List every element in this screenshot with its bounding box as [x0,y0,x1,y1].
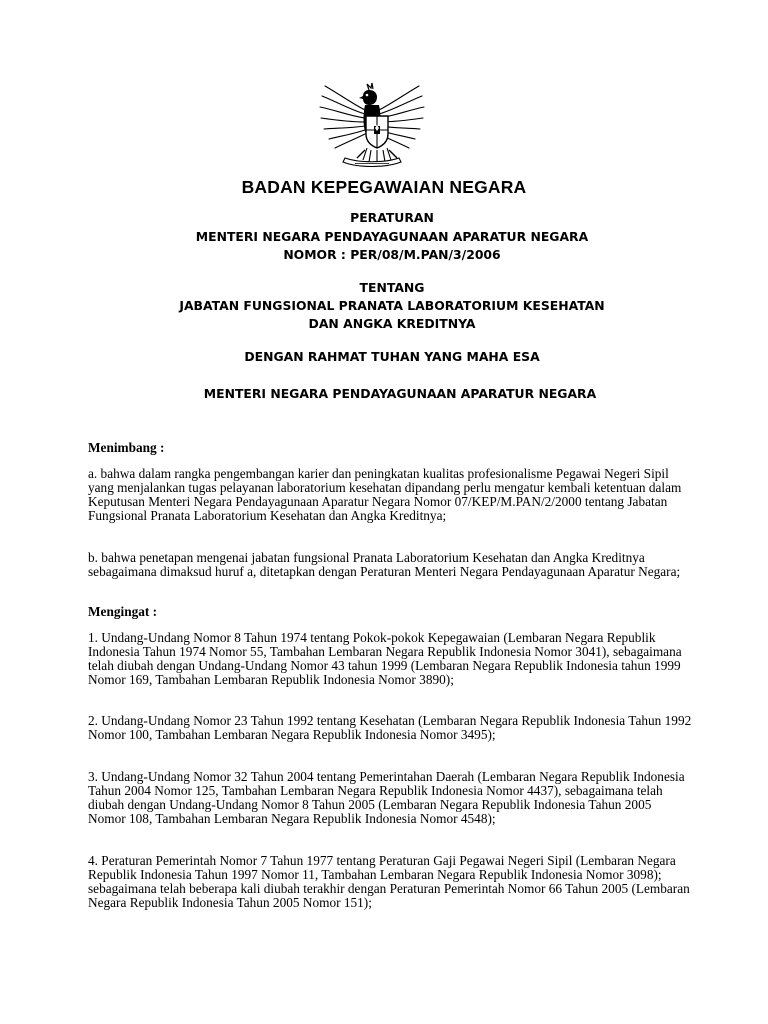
regulation-type: PERATURAN [350,210,434,225]
recalling-item-1: 1. Undang-Undang Nomor 8 Tahun 1974 tentang Pokok-pokok Kepegawaian (Lembaran Negara Republik Indonesia Tahun 1974 Nomor 55, Tambahan Lembaran Negara Republik Indonesia Nomor 3041), sebagaimana telah diubah dengan Undang-Undang Nomor 43 tahun 1999 (Lembaran Negara Republik Indonesia tahun 1999 Nomor 169, Tambahan Lembaran Republik Indonesia Nomor 3890); [88,630,682,687]
considering-label: Menimbang : [88,440,165,455]
subject-line-1: JABATAN FUNGSIONAL PRANATA LABORATORIUM KESEHATAN [179,298,605,313]
blessing-line: DENGAN RAHMAT TUHAN YANG MAHA ESA [244,349,540,364]
considering-item-a: a. bahwa dalam rangka pengembangan karier dan peningkatan kualitas profesionalisme Pegawai Negeri Sipil yang menjalankan tugas pelayanan laboratorium kesehatan dipandang perlu mengatur kembali ketentuan dalam Keputusan Menteri Negara Pendayagunaan Aparatur Negara Nomor 07/KEP/M.PAN/2/2000 tentang Jabatan Fungsional Pranata Laboratorium Kesehatan dan Angka Kreditnya; [88,466,682,523]
recalling-item-4: 4. Peraturan Pemerintah Nomor 7 Tahun 1977 tentang Peraturan Gaji Pegawai Negeri Sipil (Lembaran Negara Republik Indonesia Tahun 1997 Nomor 11, Tambahan Lembaran Negara Republik Indonesia Nomor 3098); sebagaimana telah beberapa kali diubah terakhir dengan Peraturan Pemerintah Nomor 66 Tahun 2005 (Lembaran Negara Republik Indonesia Tahun 2005 Nomor 151); [88,853,690,910]
recalling-label: Mengingat : [88,604,158,619]
agency-title: BADAN KEPEGAWAIAN NEGARA [241,177,527,197]
recalling-item-2: 2. Undang-Undang Nomor 23 Tahun 1992 tentang Kesehatan (Lembaran Negara Republik Indonesia Tahun 1992 Nomor 100, Tambahan Lembaran Negara Republik Indonesia Nomor 3495); [88,713,692,742]
recalling-item-3: 3. Undang-Undang Nomor 32 Tahun 2004 tentang Pemerintahan Daerah (Lembaran Negara Republik Indonesia Tahun 2004 Nomor 125, Tambahan Lembaran Negara Republik Indonesia Nomor 4437), sebagaimana telah diubah dengan Undang-Undang Nomor 8 Tahun 2005 (Lembaran Negara Republik Indonesia Tahun 2005 Nomor 108, Tambahan Lembaran Negara Republik Indonesia Nomor 4548); [88,769,685,826]
about-label: TENTANG [359,280,425,295]
regulation-number: NOMOR : PER/08/M.PAN/3/2006 [283,247,501,262]
considering-item-b: b. bahwa penetapan mengenai jabatan fungsional Pranata Laboratorium Kesehatan dan Angka Kreditnya sebagaimana dimaksud huruf a, ditetapkan dengan Peraturan Menteri Negara Pendayagunaan Aparatur Negara; [88,550,681,579]
issuer-title: MENTERI NEGARA PENDAYAGUNAAN APARATUR NEGARA [195,229,589,244]
minister-title: MENTERI NEGARA PENDAYAGUNAAN APARATUR NEGARA [203,386,597,401]
garuda-emblem-icon [313,80,431,170]
subject-line-2: DAN ANGKA KREDITNYA [308,316,476,331]
